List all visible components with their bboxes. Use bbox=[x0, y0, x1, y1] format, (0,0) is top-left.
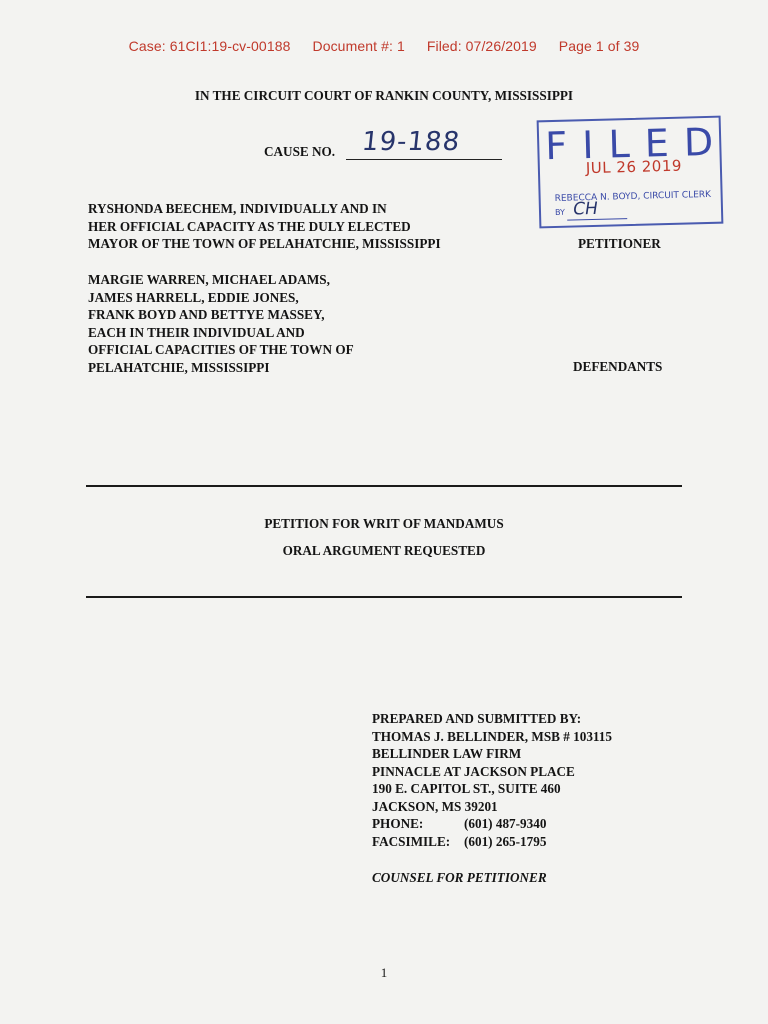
petitioner-role: PETITIONER bbox=[578, 236, 661, 251]
top-divider bbox=[86, 485, 682, 487]
prepared-line: THOMAS J. BELLINDER, MSB # 103115 bbox=[372, 728, 612, 744]
case-number-header: Case: 61CI1:19-cv-00188 bbox=[128, 38, 291, 54]
cause-number-handwritten: 19-188 bbox=[360, 127, 462, 157]
document-number-header: Document #: 1 bbox=[312, 38, 405, 54]
stamp-letter: F bbox=[544, 123, 568, 169]
oral-argument-title: ORAL ARGUMENT REQUESTED bbox=[282, 543, 486, 558]
fax-value: (601) 265-1795 bbox=[464, 833, 547, 849]
prepared-line: PREPARED AND SUBMITTED BY: bbox=[372, 711, 582, 726]
fax-row bbox=[372, 833, 612, 851]
petitioner-line: MAYOR OF THE TOWN OF PELAHATCHIE, MISSISSIPPI bbox=[88, 236, 441, 251]
stamp-letter: I bbox=[581, 122, 595, 168]
petition-title: PETITION FOR WRIT OF MANDAMUS bbox=[264, 516, 504, 531]
cause-label: CAUSE NO. bbox=[264, 144, 336, 159]
defendant-line: JAMES HARRELL, EDDIE JONES, bbox=[88, 289, 299, 305]
defendants-role: DEFENDANTS bbox=[573, 359, 663, 374]
phone-row bbox=[372, 815, 612, 833]
defendant-line: EACH IN THEIR INDIVIDUAL AND bbox=[88, 324, 305, 340]
phone-value: (601) 487-9340 bbox=[464, 816, 547, 831]
counsel-for-petitioner: COUNSEL FOR PETITIONER bbox=[372, 870, 547, 885]
stamp-signature-line bbox=[567, 218, 627, 221]
filed-stamp bbox=[537, 116, 724, 229]
stamp-letter: E bbox=[644, 120, 670, 166]
defendant-line: FRANK BOYD AND BETTYE MASSEY, bbox=[88, 307, 325, 322]
page-count-header: Page 1 of 39 bbox=[558, 38, 640, 54]
stamp-date: JUL 26 2019 bbox=[585, 156, 683, 178]
bottom-divider bbox=[86, 596, 682, 598]
filing-header bbox=[0, 38, 768, 54]
prepared-by-block bbox=[372, 710, 612, 850]
petitioner-line: HER OFFICIAL CAPACITY AS THE DULY ELECTED bbox=[88, 218, 411, 234]
prepared-line: 190 E. CAPITOL ST., SUITE 460 bbox=[372, 781, 561, 796]
stamp-by-label: BY bbox=[554, 207, 566, 217]
defendant-line: PELAHATCHIE, MISSISSIPPI bbox=[88, 359, 270, 375]
defendant-line: OFFICIAL CAPACITIES OF THE TOWN OF bbox=[88, 342, 354, 357]
stamp-initials-signature: CH bbox=[571, 198, 600, 220]
prepared-line: JACKSON, MS 39201 bbox=[372, 798, 498, 814]
stamp-letter: D bbox=[683, 119, 714, 165]
stamp-clerk-name: REBECCA N. BOYD, CIRCUIT CLERK bbox=[554, 189, 712, 204]
cause-number-line bbox=[346, 159, 502, 160]
petitioner-block bbox=[88, 200, 441, 253]
filed-date-header: Filed: 07/26/2019 bbox=[426, 38, 537, 54]
phone-label: PHONE: bbox=[372, 816, 424, 831]
petitioner-line: RYSHONDA BEECHEM, INDIVIDUALLY AND IN bbox=[88, 201, 387, 216]
defendants-block bbox=[88, 271, 354, 376]
page-number: 1 bbox=[380, 965, 388, 980]
prepared-line: PINNACLE AT JACKSON PLACE bbox=[372, 763, 575, 779]
defendant-line: MARGIE WARREN, MICHAEL ADAMS, bbox=[88, 272, 330, 287]
stamp-letter: L bbox=[607, 122, 631, 167]
fax-label: FACSIMILE: bbox=[372, 833, 451, 849]
court-caption: IN THE CIRCUIT COURT OF RANKIN COUNTY, MISSISSIPPI bbox=[194, 88, 574, 103]
prepared-line: BELLINDER LAW FIRM bbox=[372, 746, 522, 761]
